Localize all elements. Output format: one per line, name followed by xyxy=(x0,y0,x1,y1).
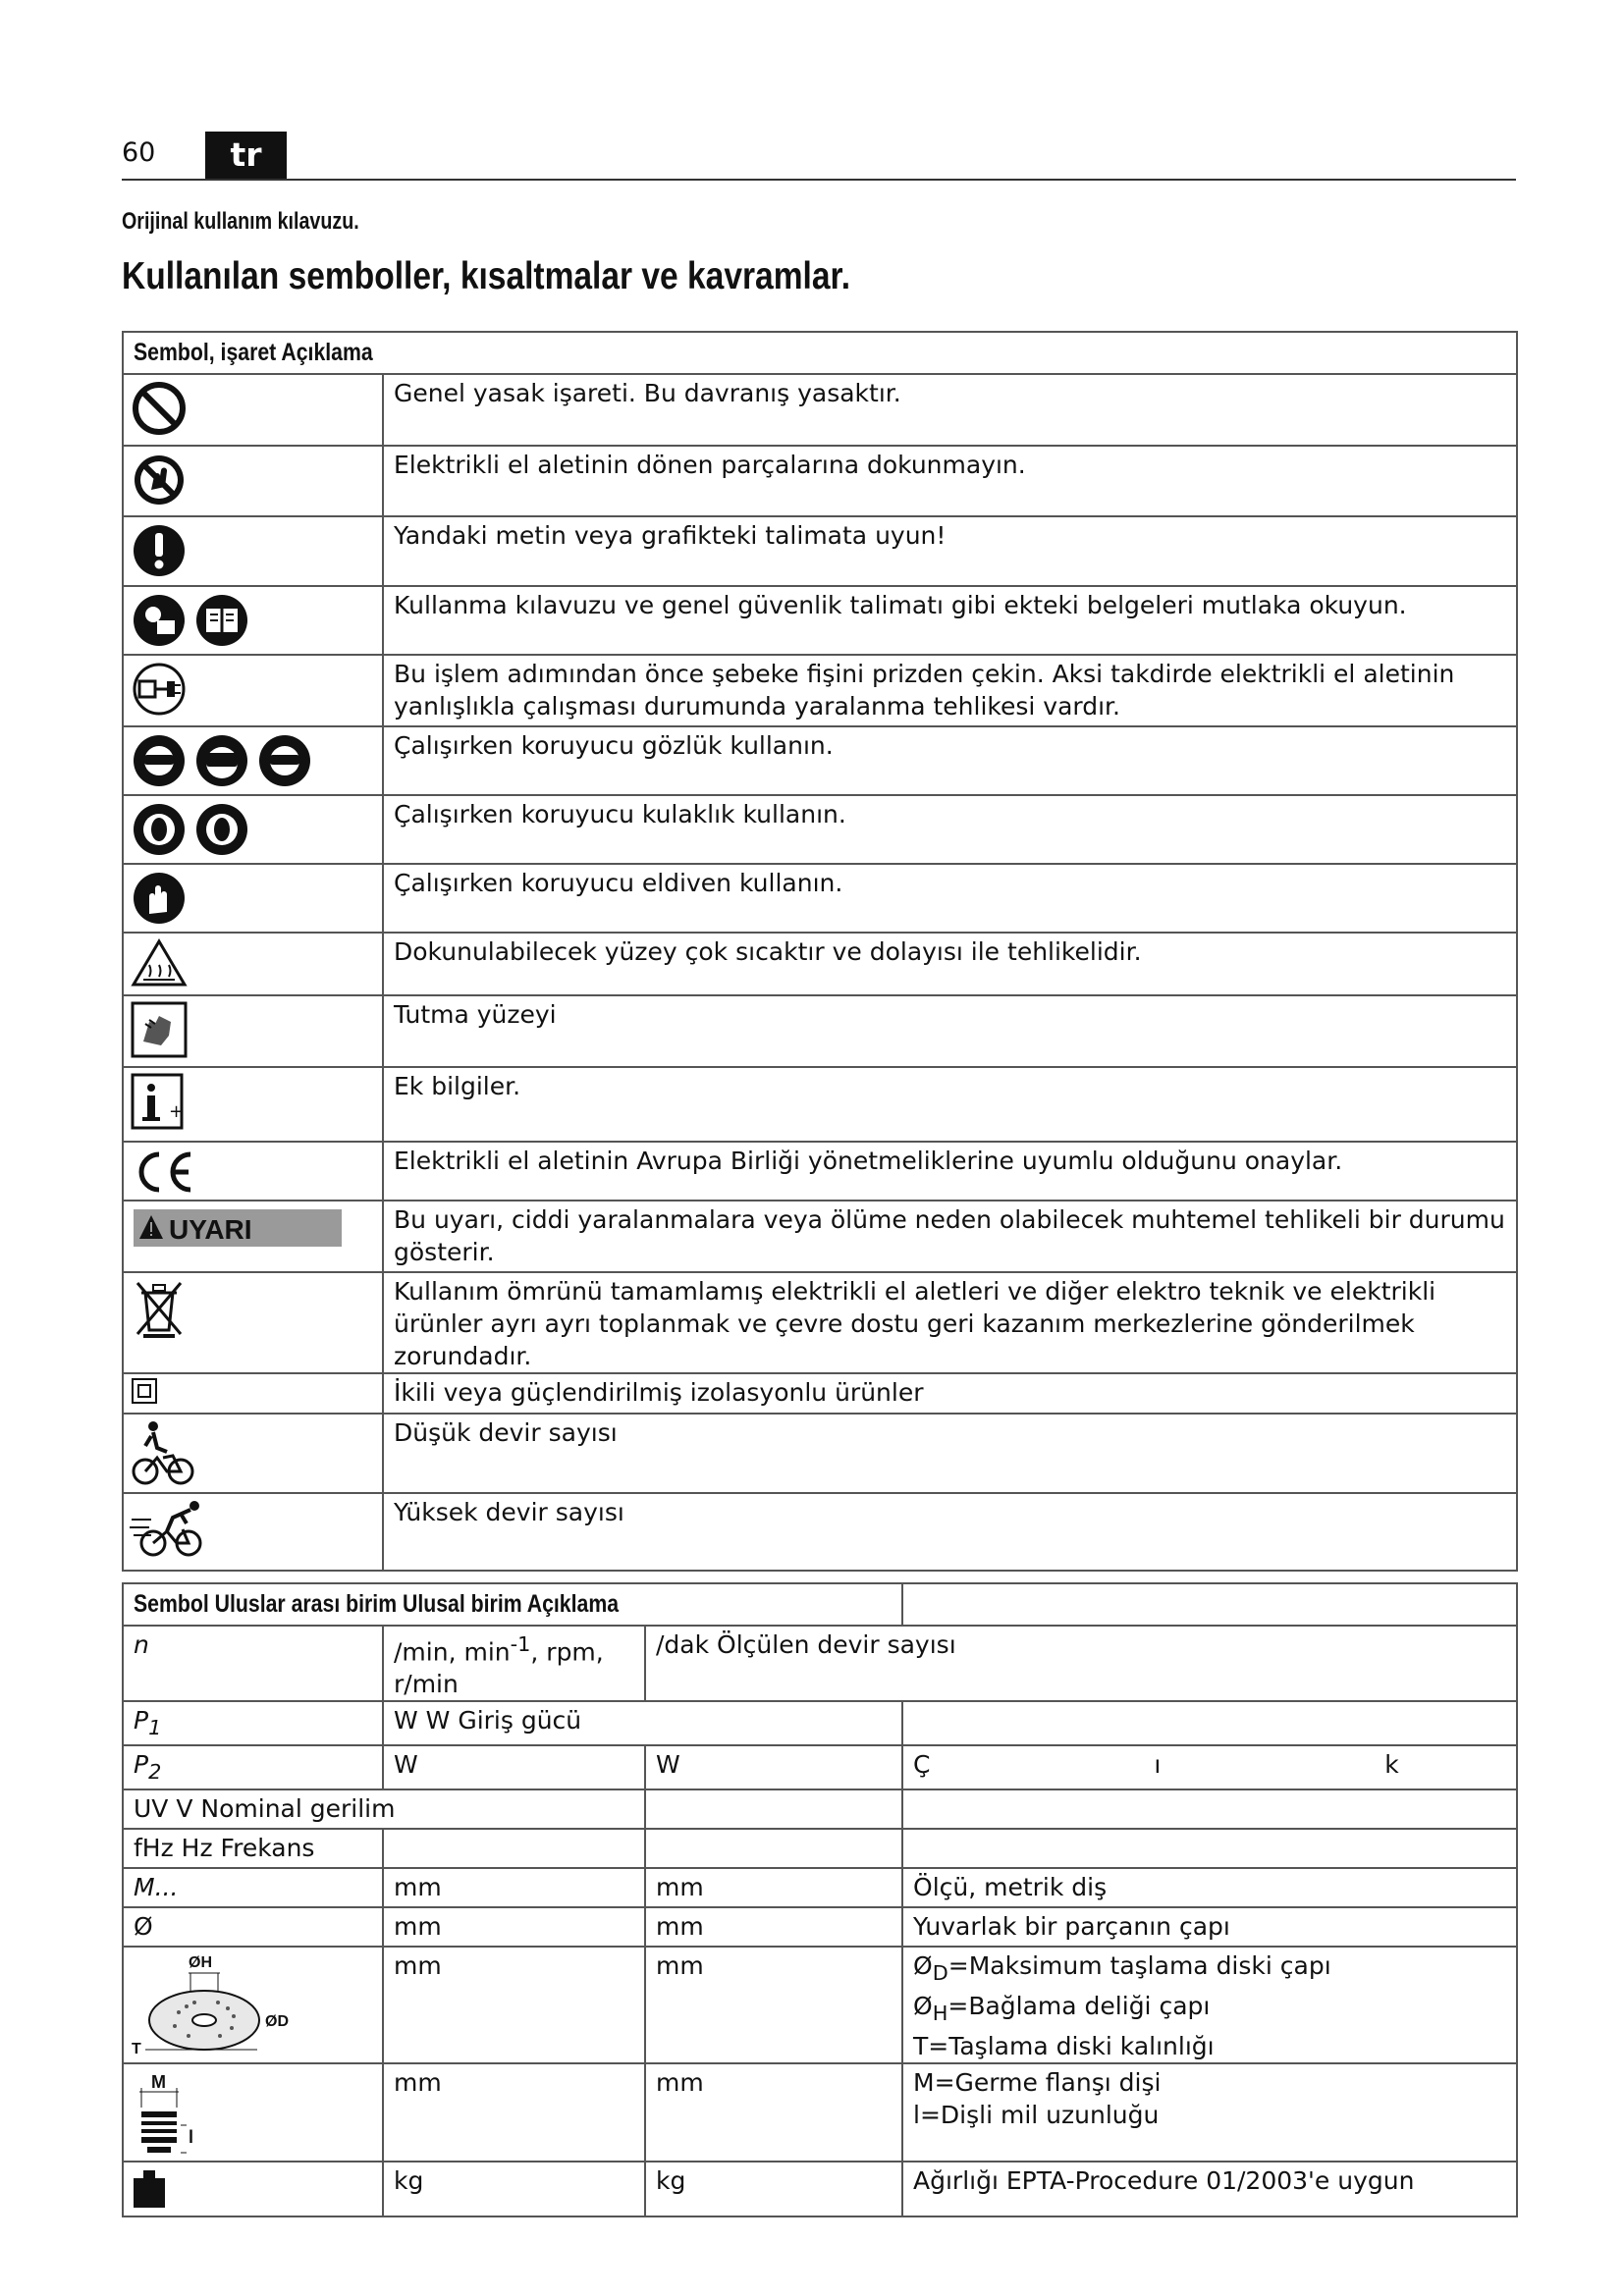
unit-symbol: UV V Nominal gerilim xyxy=(123,1789,645,1829)
disc-od-label: ØD xyxy=(265,2013,289,2031)
row-description: Bu işlem adımından önce şebeke fişini prizden çekin. Aksi takdirde elektrikli el aletinin yanlışlıkla çalışması durumunda yaralanma tehlikesi vardır. xyxy=(383,655,1517,726)
table-row xyxy=(123,516,1517,586)
document-subtitle: Orijinal kullanım kılavuzu. xyxy=(122,208,359,235)
gloves-icon xyxy=(130,869,189,928)
language-badge: tr xyxy=(205,132,287,179)
double-insulation-icon xyxy=(130,1376,159,1406)
table-row xyxy=(123,795,1517,864)
units-table-header-label: Sembol Uluslar arası birim Ulusal birim Açıklama xyxy=(134,1590,620,1618)
units-table-header xyxy=(123,1583,1517,1626)
national-unit: /dak Ölçülen devir sayısı xyxy=(645,1626,1517,1701)
table-row xyxy=(123,1414,1517,1493)
unit-description: M=Germe flanşı dişi l=Dişli mil uzunluğu xyxy=(902,2063,1517,2162)
table-row xyxy=(123,655,1517,726)
national-unit: mm xyxy=(645,1907,902,1947)
grip-surface-icon xyxy=(130,1000,189,1059)
table-row xyxy=(123,1829,1517,1868)
unit-description: Ağırlığı EPTA-Procedure 01/2003'e uygun xyxy=(902,2162,1517,2216)
hot-surface-icon xyxy=(130,937,189,988)
row-description: Bu uyarı, ciddi yaralanmalara veya ölüme neden olabilecek muhtemel tehlikeli bir durumu gösterir. xyxy=(383,1201,1517,1272)
table-row xyxy=(123,995,1517,1067)
intl-unit: mm xyxy=(383,1868,645,1907)
row-description: Kullanma kılavuzu ve genel güvenlik talimatı gibi ekteki belgeleri mutlaka okuyun. xyxy=(383,586,1517,655)
symbols-table xyxy=(122,331,1518,1572)
table-row xyxy=(123,374,1517,446)
low-speed-bicycle-icon xyxy=(130,1418,198,1487)
table-row xyxy=(123,1201,1517,1272)
info-icon xyxy=(130,1072,189,1131)
table-row xyxy=(123,1947,1517,2063)
row-description: Elektrikli el aletinin dönen parçalarına dokunmayın. xyxy=(383,446,1517,516)
disc-oh-label: ØH xyxy=(189,1954,212,1972)
unit-description: Ölçü, metrik diş xyxy=(902,1868,1517,1907)
row-description: Yandaki metin veya grafikteki talimata uyun! xyxy=(383,516,1517,586)
unit-description: Ç ı k xyxy=(902,1745,1517,1789)
row-description: Dokunulabilecek yüzey çok sıcaktır ve dolayısı ile tehlikelidir. xyxy=(383,933,1517,995)
table-row xyxy=(123,726,1517,795)
units-table xyxy=(122,1582,1518,2217)
table-row xyxy=(123,2063,1517,2162)
national-unit: mm xyxy=(645,1947,902,2063)
flange-m-label: M xyxy=(151,2072,166,2093)
exclamation-icon xyxy=(130,521,189,580)
intl-unit: W xyxy=(383,1745,645,1789)
unit-symbol: $P_1$ xyxy=(123,1701,383,1745)
row-description: Kullanım ömrünü tamamlamış elektrikli el aletleri ve diğer elektro teknik ve elektrikli ürünler ayrı ayrı toplanmak ve çevre dostu geri kazanım merkezlerine gönderilmek zorundadır. xyxy=(383,1272,1517,1373)
unit-description: $Ø_D=Maksimum$ taşlama diski çapı $Ø_H=Bağlama$ deliği çapı T=Taşlama diski kalınlığı xyxy=(902,1947,1517,2063)
table-row xyxy=(123,933,1517,995)
national-unit: kg xyxy=(645,2162,902,2216)
row-description: Çalışırken koruyucu gözlük kullanın. xyxy=(383,726,1517,795)
row-description: Düşük devir sayısı xyxy=(383,1414,1517,1493)
unit-symbol: Ø xyxy=(123,1907,383,1947)
disc-t-label: T xyxy=(132,2041,141,2058)
warning-banner-label: UYARI xyxy=(169,1214,252,1245)
header-rule xyxy=(122,179,1516,181)
unplug-icon xyxy=(130,660,189,719)
table-row xyxy=(123,1745,1517,1789)
eye-protection-icon xyxy=(130,731,316,790)
read-manual-icon xyxy=(130,591,257,650)
intl-unit: mm xyxy=(383,1947,645,2063)
no-touch-rotating-icon xyxy=(130,451,189,509)
weight-icon xyxy=(130,2166,169,2212)
national-unit: W xyxy=(645,1745,902,1789)
table-row xyxy=(123,1626,1517,1701)
document-title: Kullanılan semboller, kısaltmalar ve kavramlar. xyxy=(122,255,851,297)
prohibition-icon xyxy=(130,379,189,438)
table-row xyxy=(123,1789,1517,1829)
table-row xyxy=(123,1373,1517,1414)
row-description: İkili veya güçlendirilmiş izolasyonlu ürünler xyxy=(383,1373,1517,1414)
svg-text:+: + xyxy=(169,1101,185,1122)
row-description: Tutma yüzeyi xyxy=(383,995,1517,1067)
intl-unit: mm xyxy=(383,1907,645,1947)
page-number: 60 xyxy=(122,137,156,168)
intl-unit: kg xyxy=(383,2162,645,2216)
symbols-table-header-label: Sembol, işaret Açıklama xyxy=(134,339,373,366)
table-row xyxy=(123,1272,1517,1373)
row-description: Yüksek devir sayısı xyxy=(383,1493,1517,1571)
table-row xyxy=(123,1067,1517,1142)
table-row xyxy=(123,2162,1517,2216)
table-row xyxy=(123,586,1517,655)
unit-symbol: fHz Hz Frekans xyxy=(123,1829,383,1868)
flange-diagram-icon xyxy=(130,2068,218,2157)
table-row xyxy=(123,1142,1517,1201)
high-speed-bicycle-icon xyxy=(130,1498,208,1561)
grinding-disc-diagram-icon xyxy=(130,1951,306,2057)
intl-unit: W W Giriş gücü xyxy=(383,1701,902,1745)
national-unit: mm xyxy=(645,2063,902,2162)
row-description: Ek bilgiler. xyxy=(383,1067,1517,1142)
table-row xyxy=(123,446,1517,516)
row-description: Genel yasak işareti. Bu davranış yasaktır. xyxy=(383,374,1517,446)
table-row xyxy=(123,864,1517,933)
ce-mark-icon xyxy=(130,1147,198,1196)
ear-protection-icon xyxy=(130,800,257,859)
weee-bin-icon xyxy=(130,1277,189,1340)
row-description: Elektrikli el aletinin Avrupa Birliği yönetmeliklerine uyumlu olduğunu onaylar. xyxy=(383,1142,1517,1201)
flange-l-label: l xyxy=(189,2127,194,2148)
row-description: Çalışırken koruyucu eldiven kullanın. xyxy=(383,864,1517,933)
intl-unit: /min, $\min^{-1}$, rpm, r/min xyxy=(383,1626,645,1701)
table-row xyxy=(123,1701,1517,1745)
unit-symbol: M... xyxy=(123,1868,383,1907)
intl-unit: mm xyxy=(383,2063,645,2162)
table-row xyxy=(123,1493,1517,1571)
table-row xyxy=(123,1907,1517,1947)
national-unit: mm xyxy=(645,1868,902,1907)
unit-description: Yuvarlak bir parçanın çapı xyxy=(902,1907,1517,1947)
warning-banner-icon xyxy=(130,1205,346,1251)
table-row xyxy=(123,1868,1517,1907)
unit-symbol: n xyxy=(123,1626,383,1701)
unit-symbol: $P_2$ xyxy=(123,1745,383,1789)
symbols-table-header xyxy=(123,332,1517,374)
row-description: Çalışırken koruyucu kulaklık kullanın. xyxy=(383,795,1517,864)
